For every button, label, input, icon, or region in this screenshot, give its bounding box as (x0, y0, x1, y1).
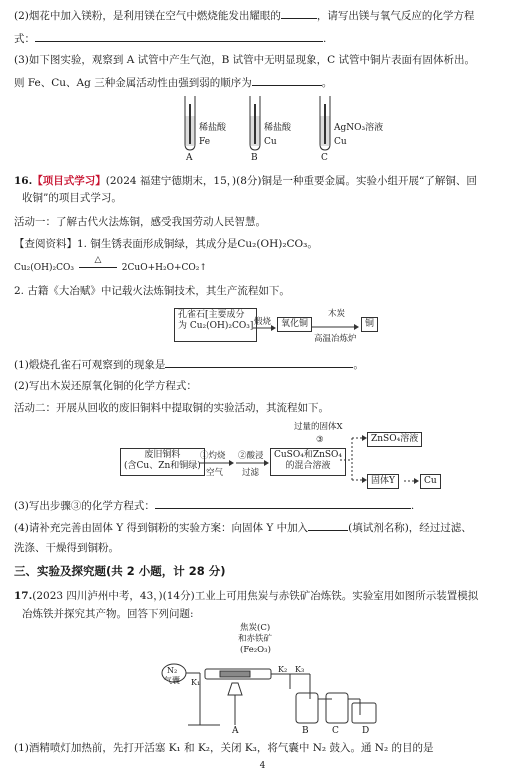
answer-blank[interactable] (308, 520, 348, 531)
q17-label-c: C (332, 726, 339, 736)
q17-label-a: A (232, 726, 239, 736)
flow1-arrow2 (312, 323, 360, 331)
tube-b-metal: Cu (264, 137, 277, 147)
q17-k2-label: K₂ (278, 665, 288, 674)
flow2-mixed-solution-box: CuSO₄和ZnSO₄ 的混合溶液 (270, 448, 346, 476)
q16-header: 16.【项目式学习】(2024 福建宁德期末，15，)(8分)铜是一种重要金属。实验小组开展“了解铜、回 (14, 175, 477, 187)
answer-blank[interactable] (281, 8, 317, 19)
q16-q4-cont: 洗涤、干燥得到铜粉。 (14, 542, 119, 554)
answer-blank[interactable] (155, 498, 411, 509)
flow2-cu-box: Cu (420, 474, 441, 489)
tube-b-label: B (251, 153, 258, 163)
q16-q3: (3)写出步骤③的化学方程式： . (14, 500, 415, 512)
q17-n2-label: N₂ (167, 666, 178, 675)
flow2-solid-y-box: 固体Y (367, 474, 399, 489)
q17-header-cont: 冶炼铁并探究其产物。回答下列问题: (22, 608, 194, 620)
q16-q2: (2)写出木炭还原氧化铜的化学方程式： (14, 380, 197, 392)
tube-c-label: C (321, 153, 328, 163)
tube-a-metal: Fe (199, 137, 211, 147)
flow1-calcine-label: 煅烧 (254, 317, 272, 327)
flow2-step3-num: ③ (316, 435, 324, 445)
q17-bag-label: 气囊 (164, 676, 180, 685)
tube-c-metal: Cu (334, 137, 347, 147)
q17-header: 17.(2023 四川泸州中考，43，)(14分)工业上可用焦炭与赤铁矿冶炼铁。实验室用如图所示装置模拟 (14, 590, 479, 602)
flow2-step2-filter: 过滤 (242, 468, 260, 478)
q17-k1-label: K₁ (191, 678, 201, 687)
q15-part3-line2: 则 Fe、Cu、Ag 三种金属活动性由强到弱的顺序为 。 (14, 77, 333, 89)
flow1-charcoal-label: 木炭 (328, 309, 346, 319)
q16-q4: (4)请补充完善由固体 Y 得到铜粉的实验方案：向固体 Y 中加入 (填试剂名称)，经过过滤、 (14, 522, 472, 534)
q16-item2: 2. 古籍《大冶赋》中记载火法炼铜技术，其生产流程如下。 (14, 285, 290, 297)
q17-k3-label: K₃ (295, 665, 305, 674)
q17-label-coke: 焦炭(C) (240, 623, 271, 633)
flow1-copper-box: 铜 (361, 317, 378, 332)
section-3-title: 三、实验及探究题(共 2 小题，计 28 分) (14, 564, 226, 578)
flow2-znso4-box: ZnSO₄溶液 (367, 432, 422, 447)
q15-part3-line1: (3)如下图实验，观察到 A 试管中产生气泡，B 试管中无明显现象，C 试管中铜片表面有固体析出。 (14, 54, 476, 66)
flow2-arrow3 (404, 477, 420, 485)
q15-part2-line2: 式： . (14, 33, 327, 45)
flow2-step1-label: ①灼烧 (200, 451, 226, 461)
q15-part2-line1: (2)烟花中加入镁粉，是利用镁在空气中燃烧能发出耀眼的 ，请写出镁与氧气反应的化学方程 (14, 10, 475, 22)
flow2-step2-label: ②酸浸 (238, 451, 264, 461)
q17-label-fe2o3: (Fe₂O₃) (240, 645, 271, 655)
q17-q1: (1)酒精喷灯加热前，先打开活塞 K₁ 和 K₂，关闭 K₃，将气囊中 N₂ 鼓入。通 N₂ 的目的是 (14, 742, 434, 754)
answer-blank[interactable] (35, 31, 323, 42)
tube-a-label: A (186, 153, 193, 163)
tube-c-reagent: AgNO₃溶液 (334, 123, 384, 133)
flow1-cuo-box: 氧化铜 (277, 317, 312, 332)
flow1-furnace-label: 高温冶炼炉 (314, 334, 357, 344)
q17-label-ore: 和赤铁矿 (238, 634, 273, 644)
page-number: 4 (259, 761, 266, 771)
flow2-step1-air: 空气 (206, 468, 224, 478)
tube-b-reagent: 稀盐酸 (264, 123, 292, 133)
q16-header-cont: 收铜”的项目式学习。 (22, 192, 122, 204)
q16-activity1: 活动一：了解古代火法炼铜，感受我国劳动人民智慧。 (14, 216, 266, 228)
q16-info: 【查阅资料】1. 铜生锈表面形成铜绿，其成分是Cu₂(OH)₂CO₃。 (14, 238, 318, 250)
flow1-malachite-box: 孔雀石[主要成分 为 Cu₂(OH)₂CO₃] (174, 308, 257, 342)
q16-activity2: 活动二：开展从回收的废旧铜料中提取铜的实验活动，其流程如下。 (14, 402, 329, 414)
tube-a-reagent: 稀盐酸 (199, 123, 227, 133)
q17-label-b: B (302, 726, 309, 736)
answer-blank[interactable] (165, 357, 353, 368)
q17-label-d: D (362, 726, 370, 736)
flow2-scrap-box: 废旧铜料 (含Cu、Zn和铜绿) (120, 448, 205, 476)
flow1-arrow1 (253, 324, 277, 332)
flow2-step3-reagent: 过量的固体X (294, 422, 343, 432)
q16-q1: (1)煅烧孔雀石可观察到的现象是 。 (14, 359, 364, 371)
answer-blank[interactable] (252, 75, 322, 86)
q16-equation: Cu₂(OH)₂CO₃ △ 2CuO+H₂O+CO₂↑ (14, 255, 207, 273)
